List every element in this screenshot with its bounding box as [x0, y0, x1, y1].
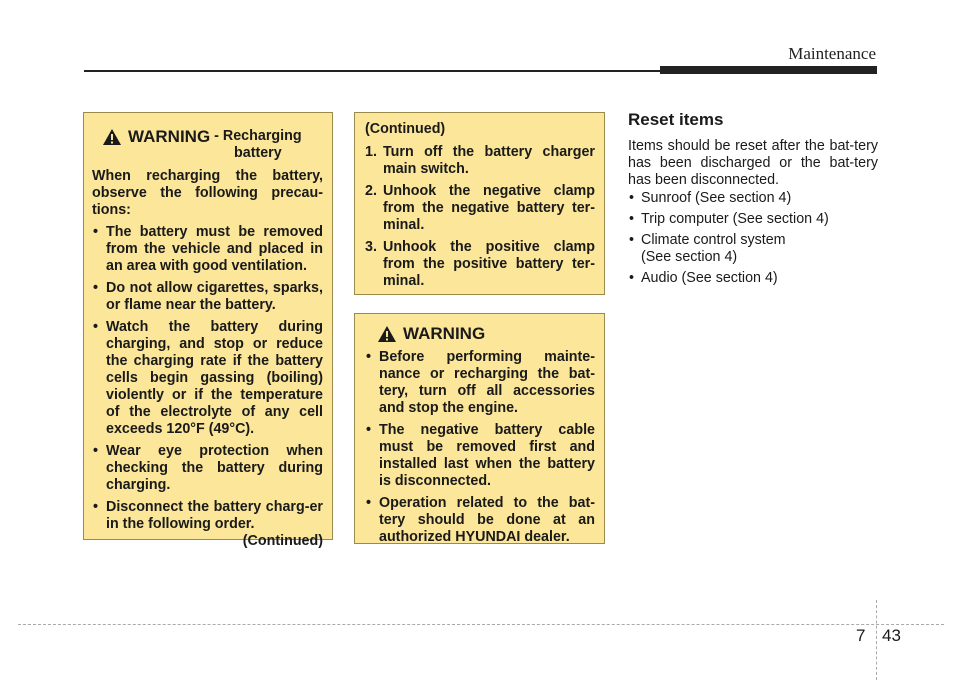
list-item: • The battery must be removed from the vehicle and placed in an area with good ventilation.: [92, 224, 323, 275]
warning-intro: When recharging the battery, observe the following precau-tions:: [92, 168, 323, 218]
list-item: • Sunroof (See section 4): [628, 190, 878, 207]
footer-rule: [18, 624, 944, 625]
warning-title: WARNING: [128, 127, 211, 146]
warning-box-recharging: [83, 112, 333, 549]
list-item: • Trip computer (See section 4): [628, 211, 878, 228]
list-item: • Audio (See section 4): [628, 270, 878, 287]
warning-header: [365, 324, 595, 344]
continued-header: (Continued): [365, 121, 446, 137]
list-item: • The negative battery cable must be removed first and installed last when the battery is disconnected.: [365, 422, 595, 490]
section-intro: Items should be reset after the bat-tery has been discharged or the bat-tery has been disconnected.: [628, 138, 878, 188]
page-header-title: Maintenance: [788, 44, 876, 63]
step-item: 2. Unhook the negative clamp from the negative battery ter-minal.: [365, 183, 595, 234]
page-number: 43: [882, 626, 901, 645]
section-number: 7: [856, 626, 866, 645]
steps-list: [365, 144, 595, 290]
list-item: • Operation related to the bat-tery should be done at an authorized HYUNDAI dealer.: [365, 495, 595, 546]
continued-box: [354, 112, 605, 295]
warning-title: WARNING: [403, 324, 486, 343]
step-item: 1. Turn off the battery charger main switch.: [365, 144, 595, 178]
warning-triangle-icon: [102, 128, 122, 146]
list-item: • Climate control system (See section 4): [628, 232, 811, 266]
list-item: • Wear eye protection when checking the battery during charging.: [92, 443, 323, 494]
continued-label: (Continued): [242, 533, 323, 549]
footer-divider: [876, 600, 877, 680]
warning-list: [365, 349, 595, 546]
warning-subtitle: - Recharging battery: [214, 128, 302, 161]
warning-triangle-icon: [377, 325, 397, 343]
header-rule: [84, 70, 660, 72]
reset-list: [628, 186, 878, 287]
warning-list: [92, 224, 323, 533]
warning-header: [92, 127, 323, 162]
list-item: • Watch the battery during charging, and stop or reduce the charging rate if the battery cells begin gassing (boiling) violently or if the temperature of the electrolyte of any cell exceeds 120°F (49°C).: [92, 319, 323, 438]
list-item: • Do not allow cigarettes, sparks, or flame near the battery.: [92, 280, 323, 314]
list-item: • Disconnect the battery charg-er in the following order.: [92, 499, 323, 533]
list-item: • Before performing mainte-nance or recharging the bat-tery, turn off all accessories and stop the engine.: [365, 349, 595, 417]
step-item: 3. Unhook the positive clamp from the positive battery ter-minal.: [365, 239, 595, 290]
warning-box-maintenance: [354, 313, 605, 544]
section-title: Reset items: [628, 110, 724, 129]
header-rule-bold: [660, 66, 877, 74]
